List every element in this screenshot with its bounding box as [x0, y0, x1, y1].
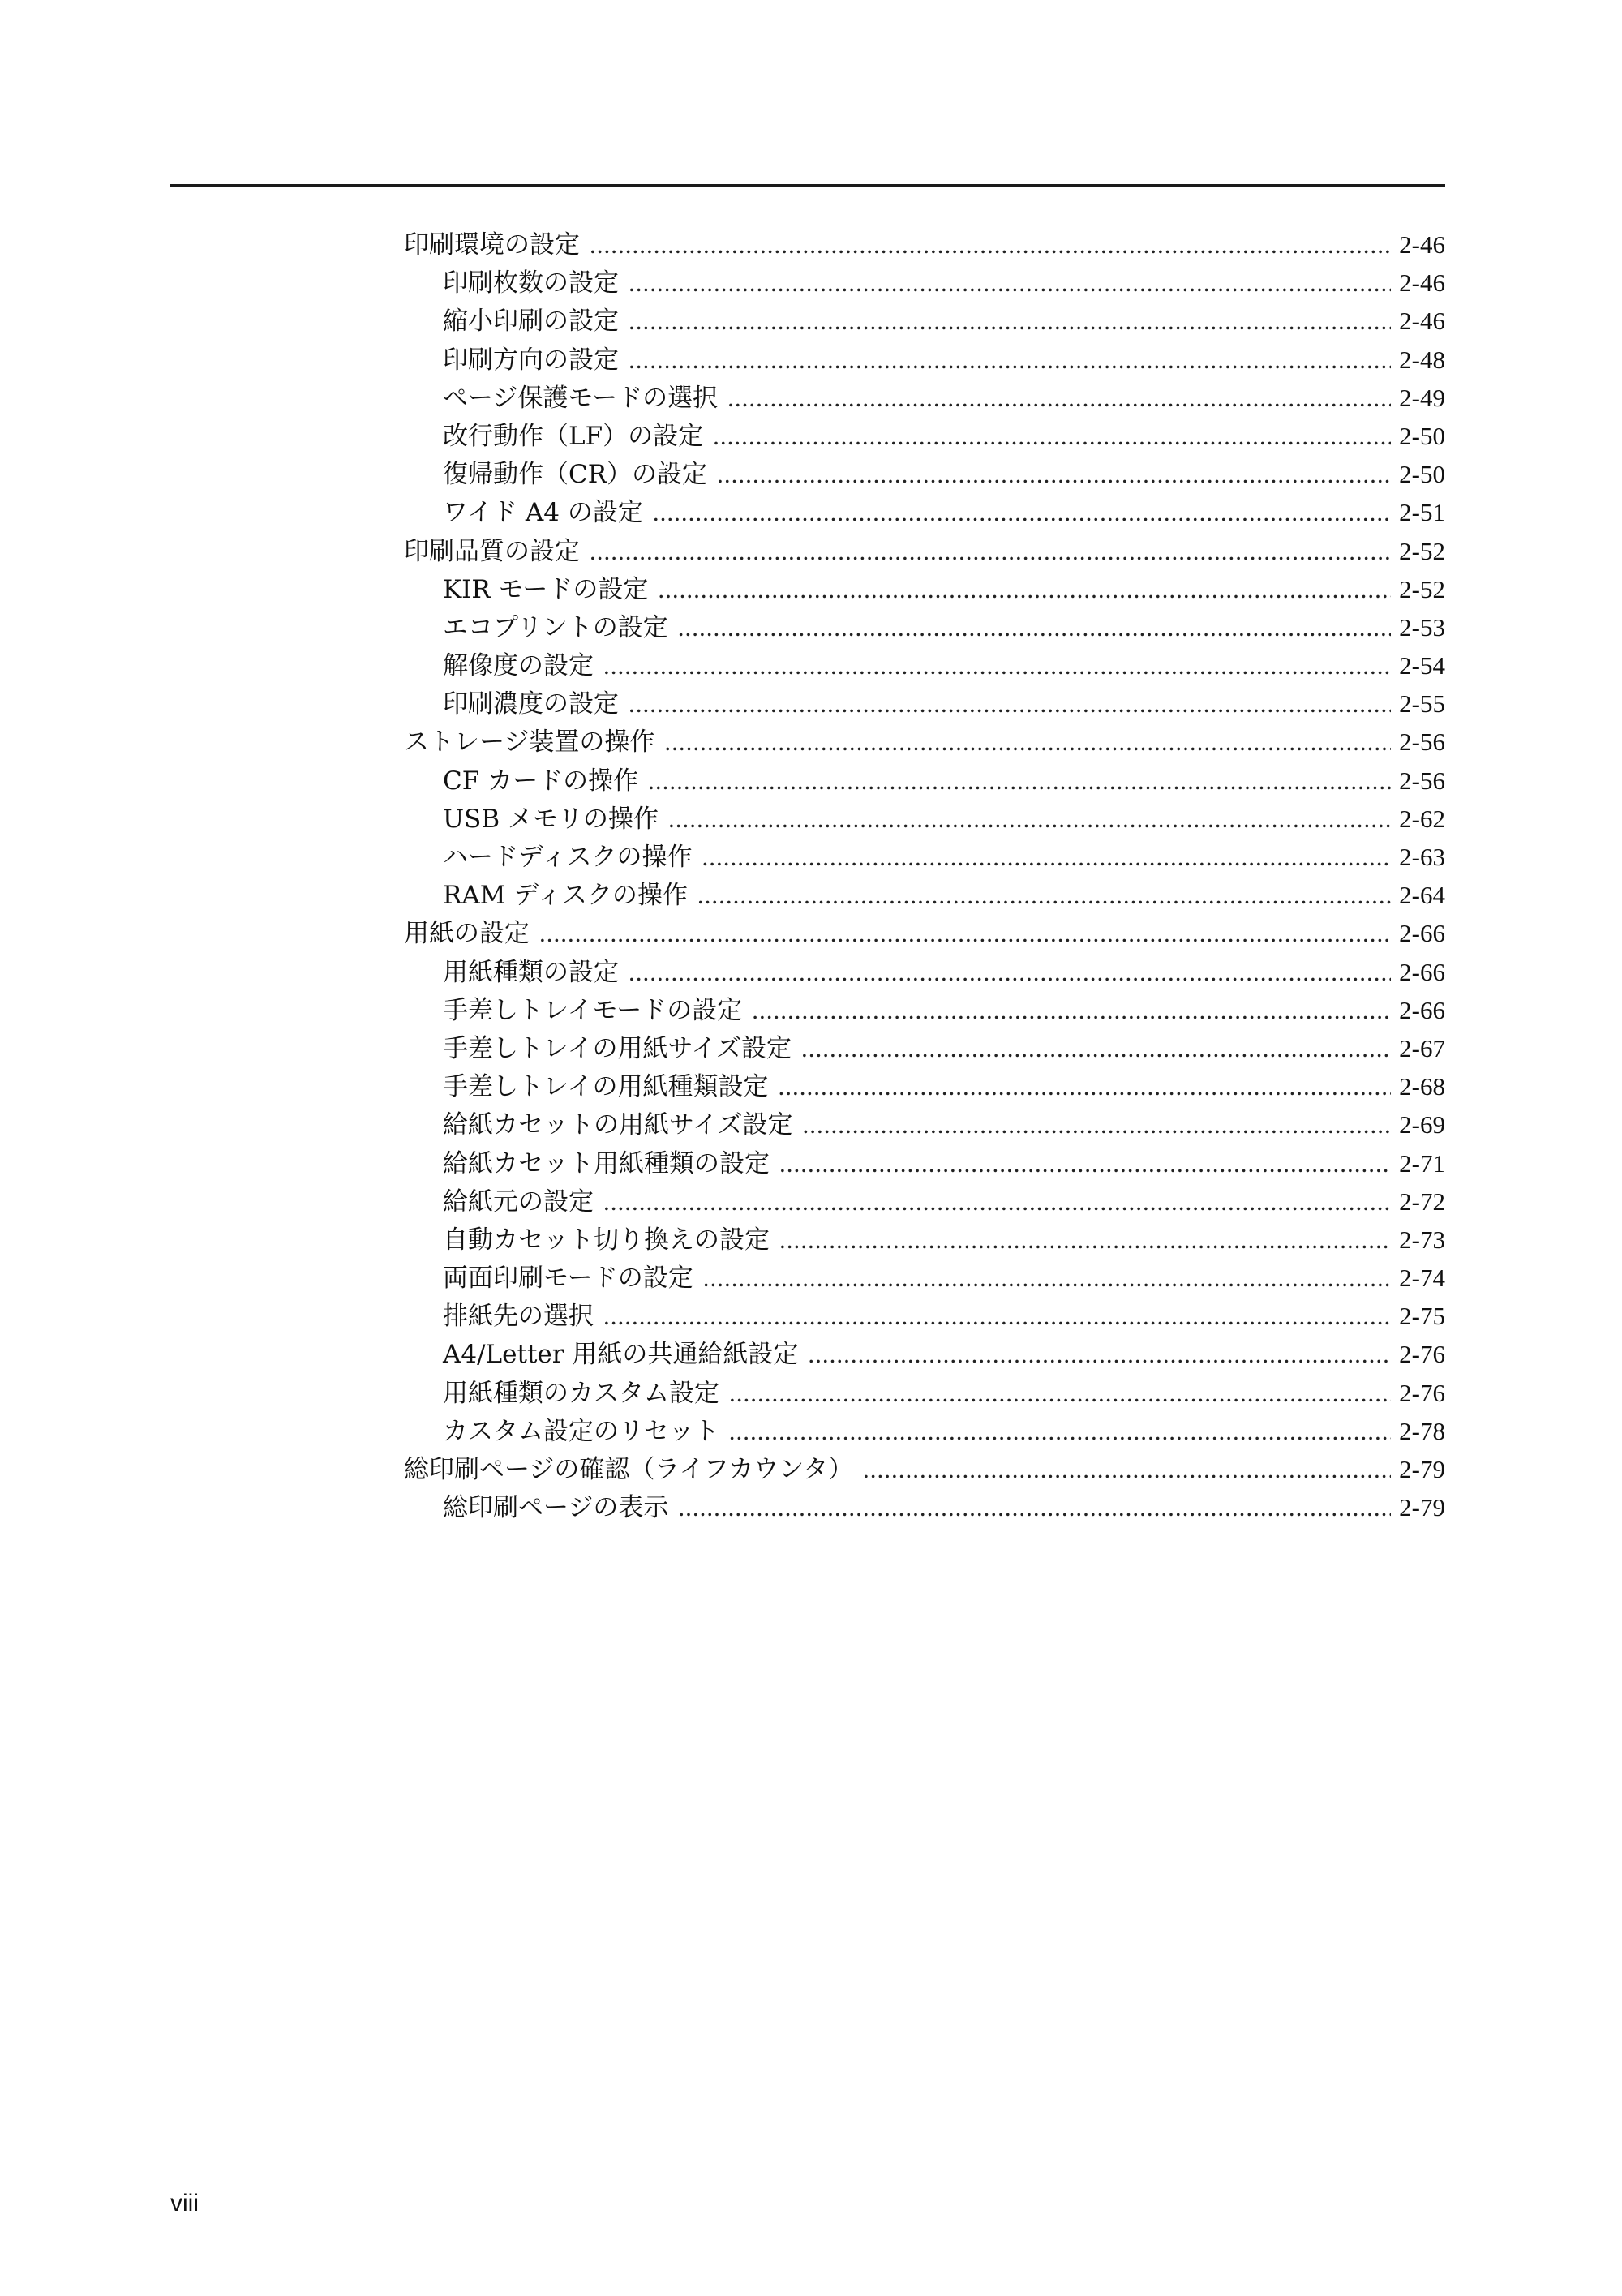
toc-entry[interactable]	[404, 1259, 1445, 1297]
toc-entry[interactable]	[404, 264, 1445, 302]
toc-entry-page: 2-69	[1399, 1110, 1445, 1139]
toc-entry-page: 2-76	[1399, 1340, 1445, 1369]
toc-entry[interactable]	[404, 1105, 1445, 1144]
toc-dot-leader	[703, 1259, 1391, 1297]
toc-dot-leader	[629, 953, 1391, 991]
toc-entry-page: 2-46	[1399, 268, 1445, 298]
toc-entry-title: 印刷枚数の設定	[443, 268, 619, 298]
toc-entry-title: 給紙元の設定	[443, 1187, 594, 1217]
toc-entry-title: 復帰動作（CR）の設定	[443, 460, 708, 490]
toc-entry-title: 給紙カセットの用紙サイズ設定	[443, 1110, 793, 1140]
toc-entry-page: 2-55	[1399, 689, 1445, 719]
toc-entry[interactable]	[404, 1182, 1445, 1221]
toc-dot-leader	[603, 646, 1391, 685]
toc-entry[interactable]	[404, 876, 1445, 914]
toc-dot-leader	[629, 302, 1391, 340]
toc-entry[interactable]	[404, 493, 1445, 531]
toc-dot-leader	[629, 341, 1391, 379]
toc-entry[interactable]	[404, 302, 1445, 340]
toc-entry-title: 改行動作（LF）の設定	[443, 421, 704, 451]
toc-entry[interactable]	[404, 723, 1445, 761]
toc-entry-page: 2-64	[1399, 881, 1445, 910]
toc-dot-leader	[713, 417, 1391, 455]
toc-dot-leader	[702, 838, 1392, 876]
toc-dot-leader	[697, 876, 1391, 914]
toc-entry-page: 2-52	[1399, 574, 1445, 603]
toc-entry-page: 2-53	[1399, 612, 1445, 642]
toc-entry[interactable]	[404, 532, 1445, 570]
toc-entry[interactable]	[404, 991, 1445, 1029]
toc-entry-page: 2-75	[1399, 1302, 1445, 1331]
toc-entry-title: CF カードの操作	[443, 766, 639, 796]
toc-entry[interactable]	[404, 1412, 1445, 1450]
toc-entry[interactable]	[404, 417, 1445, 455]
toc-dot-leader	[729, 1412, 1391, 1450]
toc-entry-page: 2-52	[1399, 536, 1445, 565]
toc-entry-title: 印刷環境の設定	[404, 230, 580, 260]
toc-entry[interactable]	[404, 800, 1445, 838]
toc-entry[interactable]	[404, 1067, 1445, 1105]
toc-dot-leader	[590, 225, 1391, 264]
toc-dot-leader	[603, 1297, 1391, 1335]
toc-entry[interactable]	[404, 1144, 1445, 1182]
toc-entry[interactable]	[404, 1297, 1445, 1335]
toc-entry-title: 印刷品質の設定	[404, 536, 580, 566]
toc-dot-leader	[803, 1105, 1392, 1144]
toc-dot-leader	[668, 800, 1391, 838]
toc-entry-title: 手差しトレイの用紙サイズ設定	[443, 1033, 792, 1063]
toc-entry-page: 2-50	[1399, 460, 1445, 489]
page-number: viii	[170, 2190, 199, 2217]
toc-entry-page: 2-46	[1399, 307, 1445, 336]
toc-entry-title: 縮小印刷の設定	[443, 307, 619, 337]
toc-entry[interactable]	[404, 914, 1445, 952]
toc-dot-leader	[717, 455, 1391, 493]
toc-entry-title: 手差しトレイモードの設定	[443, 995, 743, 1025]
toc-entry-title: 自動カセット切り換えの設定	[443, 1225, 770, 1255]
toc-entry-title: カスタム設定のリセット	[443, 1416, 719, 1446]
toc-dot-leader	[590, 532, 1391, 570]
toc-entry-page: 2-50	[1399, 421, 1445, 450]
toc-entry-title: ページ保護モードの選択	[443, 383, 719, 413]
toc-entry-page: 2-76	[1399, 1378, 1445, 1407]
toc-entry-page: 2-78	[1399, 1416, 1445, 1445]
toc-entry-title: ワイド A4 の設定	[443, 498, 643, 528]
toc-entry-page: 2-46	[1399, 230, 1445, 259]
toc-entry-page: 2-66	[1399, 995, 1445, 1024]
toc-entry-title: 印刷方向の設定	[443, 345, 619, 375]
toc-entry-title: 総印刷ページの確認（ライフカウンタ）	[404, 1455, 853, 1484]
toc-entry[interactable]	[404, 225, 1445, 264]
toc-entry-title: 両面印刷モードの設定	[443, 1264, 693, 1294]
toc-entry-title: 用紙種類の設定	[443, 957, 619, 987]
toc-entry[interactable]	[404, 838, 1445, 876]
toc-entry-page: 2-79	[1399, 1493, 1445, 1522]
toc-entry-title: A4/Letter 用紙の共通給紙設定	[443, 1340, 799, 1370]
toc-entry-page: 2-63	[1399, 843, 1445, 871]
table-of-contents	[404, 225, 1445, 1526]
toc-entry-title: USB メモリの操作	[443, 804, 659, 834]
toc-entry-title: 用紙の設定	[404, 919, 530, 949]
toc-dot-leader	[539, 914, 1391, 952]
toc-dot-leader	[664, 723, 1391, 761]
toc-entry-title: 排紙先の選択	[443, 1302, 594, 1332]
toc-entry-page: 2-48	[1399, 345, 1445, 374]
toc-entry-page: 2-74	[1399, 1264, 1445, 1293]
toc-entry-title: 手差しトレイの用紙種類設定	[443, 1072, 769, 1102]
toc-entry-page: 2-54	[1399, 651, 1445, 680]
toc-entry-title: KIR モードの設定	[443, 574, 649, 604]
toc-dot-leader	[808, 1335, 1391, 1373]
toc-dot-leader	[603, 1182, 1391, 1221]
toc-entry-page: 2-66	[1399, 919, 1445, 948]
toc-entry[interactable]	[404, 341, 1445, 379]
toc-entry[interactable]	[404, 1374, 1445, 1412]
toc-dot-leader	[863, 1450, 1391, 1488]
toc-entry-page: 2-56	[1399, 766, 1445, 795]
toc-entry-page: 2-56	[1399, 727, 1445, 757]
toc-entry-page: 2-51	[1399, 498, 1445, 527]
toc-entry-title: 用紙種類のカスタム設定	[443, 1378, 719, 1408]
toc-entry[interactable]	[404, 1450, 1445, 1488]
header-rule	[170, 184, 1445, 187]
toc-entry[interactable]	[404, 953, 1445, 991]
toc-entry[interactable]	[404, 762, 1445, 800]
toc-entry[interactable]	[404, 1029, 1445, 1067]
toc-entry[interactable]	[404, 1221, 1445, 1259]
toc-entry[interactable]	[404, 455, 1445, 493]
toc-entry-title: 給紙カセット用紙種類の設定	[443, 1148, 770, 1178]
toc-dot-leader	[648, 762, 1391, 800]
toc-dot-leader	[727, 379, 1391, 417]
toc-entry-title: RAM ディスクの操作	[443, 881, 688, 911]
toc-entry[interactable]	[404, 608, 1445, 646]
toc-entry-page: 2-67	[1399, 1033, 1445, 1062]
toc-dot-leader	[801, 1029, 1391, 1067]
toc-entry-page: 2-71	[1399, 1148, 1445, 1178]
toc-dot-leader	[678, 608, 1391, 646]
toc-dot-leader	[778, 1067, 1391, 1105]
toc-entry[interactable]	[404, 570, 1445, 608]
toc-entry-page: 2-49	[1399, 383, 1445, 412]
toc-dot-leader	[729, 1374, 1391, 1412]
toc-entry[interactable]	[404, 1335, 1445, 1373]
toc-entry-title: 総印刷ページの表示	[443, 1493, 669, 1523]
toc-entry-page: 2-79	[1399, 1455, 1445, 1483]
toc-entry-title: ストレージ装置の操作	[404, 727, 655, 757]
toc-entry[interactable]	[404, 685, 1445, 723]
toc-dot-leader	[779, 1144, 1391, 1182]
toc-entry-page: 2-66	[1399, 957, 1445, 986]
toc-entry-title: 解像度の設定	[443, 651, 594, 681]
toc-entry-title: ハードディスクの操作	[443, 843, 693, 872]
toc-entry-page: 2-73	[1399, 1225, 1445, 1254]
toc-dot-leader	[658, 570, 1391, 608]
toc-entry-page: 2-68	[1399, 1072, 1445, 1101]
toc-dot-leader	[779, 1221, 1391, 1259]
toc-dot-leader	[629, 264, 1391, 302]
toc-entry[interactable]	[404, 1488, 1445, 1526]
toc-dot-leader	[752, 991, 1391, 1029]
toc-entry[interactable]	[404, 379, 1445, 417]
toc-dot-leader	[678, 1488, 1391, 1526]
toc-entry[interactable]	[404, 646, 1445, 685]
toc-entry-page: 2-62	[1399, 804, 1445, 833]
toc-entry-page: 2-72	[1399, 1187, 1445, 1216]
toc-dot-leader	[629, 685, 1391, 723]
toc-entry-title: 印刷濃度の設定	[443, 689, 619, 719]
toc-dot-leader	[653, 493, 1391, 531]
toc-entry-title: エコプリントの設定	[443, 612, 668, 642]
